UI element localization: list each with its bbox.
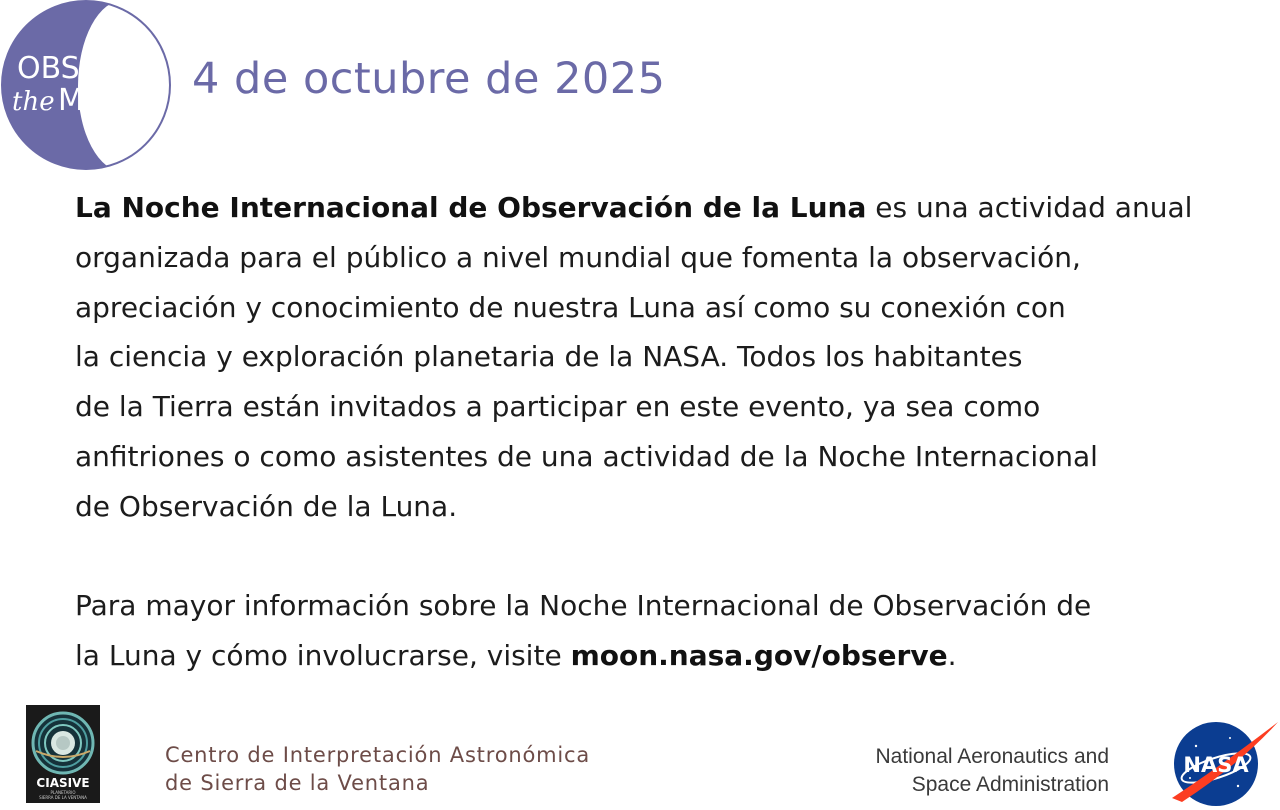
nasa-logo: [1168, 716, 1280, 806]
center-name-line1: Centro de Interpretación Astronómica: [165, 743, 591, 767]
paragraph2-line1: Para mayor información sobre la Noche Internacional de Observación de: [75, 589, 1092, 623]
nasa-name-line1: National Aeronautics and: [875, 745, 1109, 768]
logo-observe-text: OBSERVE: [17, 51, 158, 86]
paragraph2-line2-text: la Luna y cómo involucrarse, visite: [75, 639, 571, 673]
nasa-logo-text: NASA: [1183, 753, 1249, 777]
description-text: [75, 183, 1265, 681]
logo-the-text: the: [12, 87, 55, 117]
paragraph-gap: [75, 532, 1265, 582]
ciasive-name: CIASIVE: [36, 776, 90, 790]
event-name-bold: La Noche Internacional de Observación de la Luna: [75, 191, 867, 224]
observe-link[interactable]: moon.nasa.gov/observe: [570, 639, 948, 673]
paragraph1-line2: organizada para el público a nivel mundial que fomenta la observación,: [75, 240, 1081, 274]
paragraph1-line4: la ciencia y exploración planetaria de la NASA. Todos los habitantes: [75, 340, 1023, 374]
paragraph1-line3: apreciación y conocimiento de nuestra Luna así como su conexión con: [75, 290, 1066, 324]
event-date: 4 de octubre de 2025: [192, 54, 666, 104]
nasa-full-name: [876, 743, 1110, 799]
paragraph1-line7: de Observación de la Luna.: [75, 489, 458, 523]
paragraph1-line5: de la Tierra están invitados a participar en este evento, ya sea como: [75, 390, 1041, 424]
center-name: [165, 741, 590, 797]
nasa-name-line2: Space Administration: [911, 773, 1109, 796]
paragraph1-line6: anfitriones o como asistentes de una actividad de la Noche Internacional: [75, 439, 1098, 473]
logo-moon-text: MOON: [58, 83, 154, 118]
paragraph1-line1: [75, 183, 1265, 233]
ciasive-sub2: SIERRA DE LA VENTANA: [39, 795, 87, 800]
paragraph2-line2: [75, 631, 1265, 681]
ciasive-logo: [26, 705, 100, 803]
paragraph2-end: .: [947, 639, 957, 673]
ciasive-sub1: PLANETARIO: [50, 790, 76, 795]
paragraph1-line1-rest: es una actividad anual: [866, 191, 1193, 224]
center-name-line2: de Sierra de la Ventana: [165, 771, 430, 795]
observe-the-moon-logo: [0, 0, 172, 172]
